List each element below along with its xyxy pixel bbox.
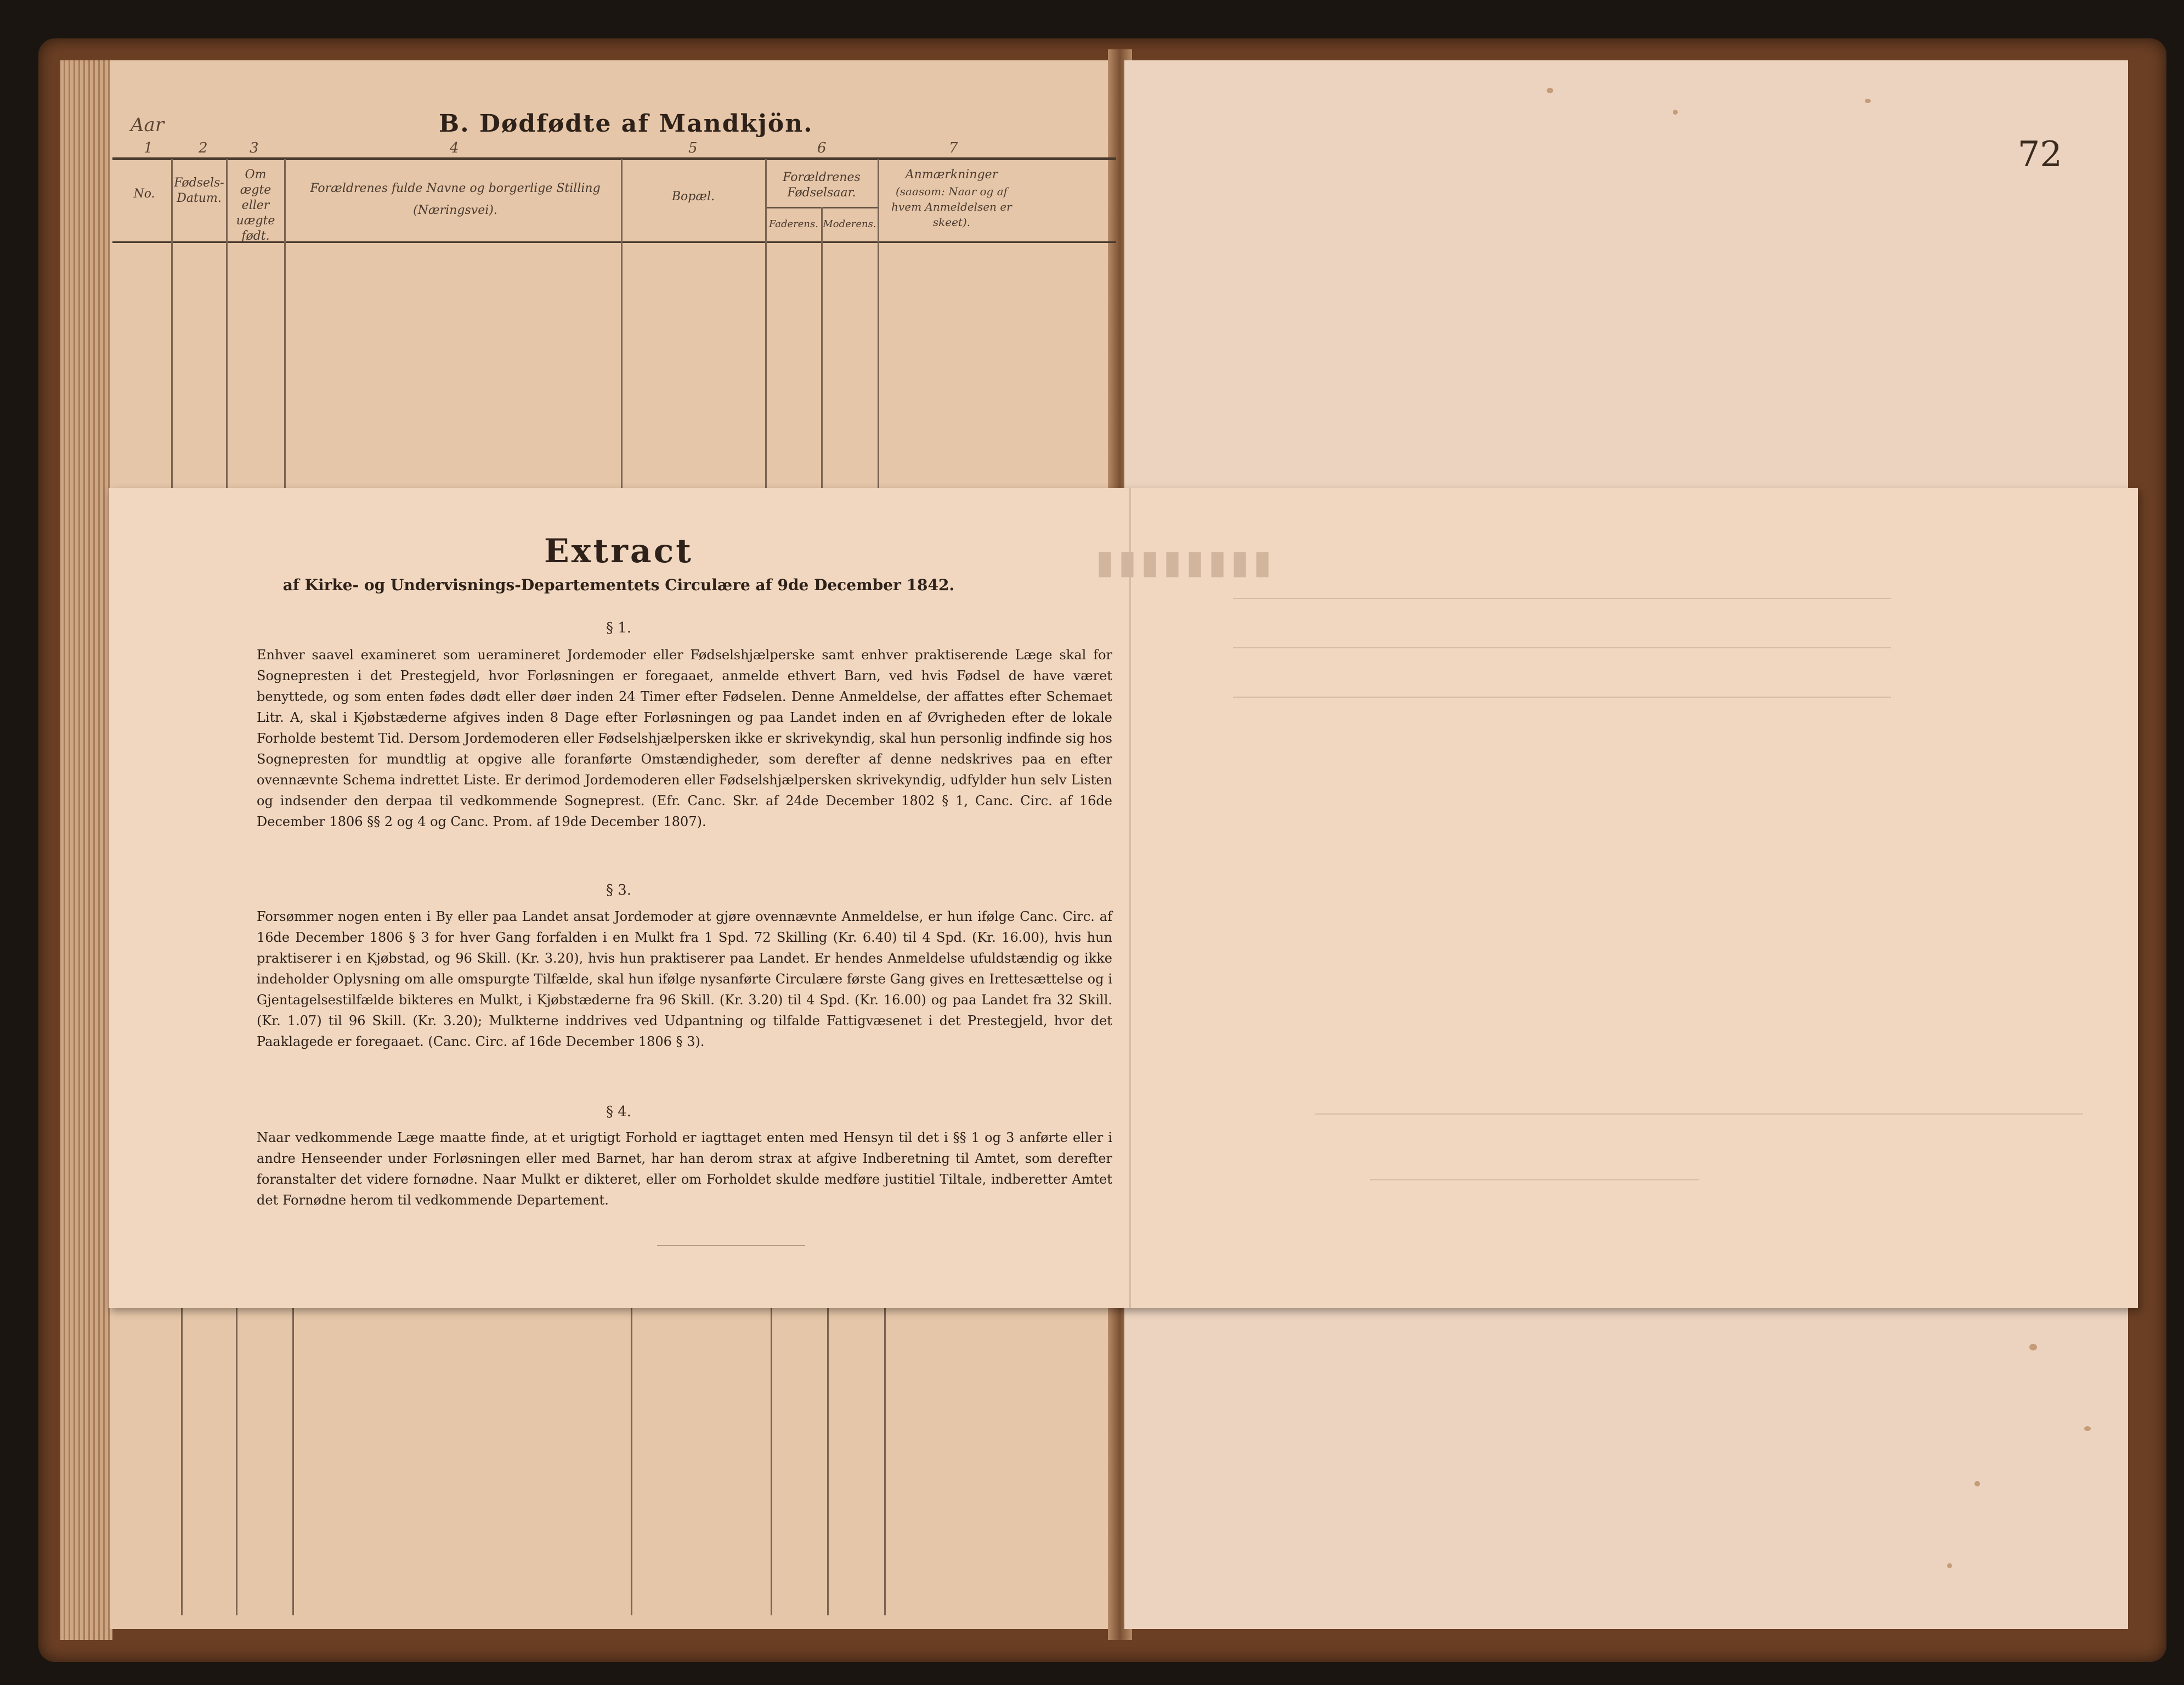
show-through-heading: ▮▮▮▮▮▮▮▮ (1096, 543, 1276, 581)
column-divider (226, 159, 228, 488)
show-through-line (1370, 1179, 1699, 1180)
foxing-spot (2029, 1344, 2037, 1350)
column-divider (181, 1308, 183, 1615)
column-divider (884, 1308, 886, 1615)
section-4-heading: § 4. (606, 1104, 632, 1120)
column-divider (771, 1308, 772, 1615)
inserted-extract-sheet (109, 488, 2138, 1308)
column-divider (284, 159, 286, 488)
section-1-text: Enhver saavel examineret som ueramineret Jordemoder eller Fødselshjælperske samt enhver praktiserende Læge skal for Sognepresten i det Prestegjeld, hvor Forløsningen er foregaaet, anmelde ethvert Barn, ved hvis Fødsel de have været benyttede, og som enten fødes dødt eller døer inden 24 Timer efter Fødselen. Denne Anmeldelse, der affattes efter Schemaet Litr. A, skal i Kjøbstæderne afgives inden 8 Dage efter Forløsningen og paa Landet inden en af Øvrigheden efter de lokale Forholde bestemt Tid. Dersom Jordemoderen eller Fødselshjælpersken ikke er skrivekyndig, skal hun personlig indfinde sig hos Sognepresten for mundtlig at opgive alle foranførte Omstændigheder, som derefter af denne nedskrives paa en efter ovennævnte Schema indrettet Liste. Er derimod Jordemoderen eller Fødselshjælpersken skrivekyndig, udfylder hun selv Listen og indsender den derpaa til vedkommende Sogneprest. (Efr. Canc. Skr. af 24de December 1802 § 1, Canc. Circ. af 16de December 1806 §§ 2 og 4 og Canc. Prom. af 19de December 1807). (257, 647, 1112, 829)
column-divider (236, 1308, 237, 1615)
column-divider (631, 1308, 632, 1615)
show-through-line (1233, 697, 1891, 698)
column-number: 5 (688, 140, 698, 156)
column-divider (878, 159, 879, 488)
page-number: 72 (2017, 134, 2062, 175)
show-through-line (1315, 1113, 2083, 1115)
year-label: Aar (131, 114, 165, 136)
column-divider (821, 207, 823, 488)
column-divider (292, 1308, 294, 1615)
col-header-naeringsvei: (Næringsvei). (413, 203, 497, 217)
column-number: 7 (949, 140, 958, 156)
col-header-no: No. (133, 187, 155, 201)
section-3-text: Forsømmer nogen enten i By eller paa Landet ansat Jordemoder at gjøre ovennævnte Anmeldelse, er hun ifølge Canc. Circ. af 16de December 1806 § 3 for hver Gang forfalden i en Mulkt fra 1 Spd. 72 Skilling (Kr. 6.40) til 4 Spd. (Kr. 16.00), hvis hun praktiserer i en Kjøbstad, og 96 Skill. (Kr. 3.20), hvis hun praktiserer paa Landet. Er hendes Anmeldelse ufuldstændig og ikke indeholder Oplysning om alle omspurgte Tilfælde, skal hun ifølge nysanførte Circulære første Gang gives en Irettesættelse og i Gjentagelsestilfælde bikteres en Mulkt, i Kjøbstæderne fra 96 Skill. (Kr. 3.20) til 4 Spd. (Kr. 16.00) og paa Landet fra 32 Skill. (Kr. 1.07) til 96 Skill. (Kr. 3.20); Mulkterne inddrives ved Udpantning og tilfalde Fattigvæsenet i det Prestegjeld, hvor det Paaklagede er foregaaet. (Canc. Circ. af 16de December 1806 § 3). (257, 909, 1112, 1049)
column-number: 3 (250, 140, 259, 156)
foxing-spot (1947, 1563, 1952, 1568)
col-header-fodselsaar: Forældrenes Fødselsaar. (783, 171, 861, 200)
register-title: B. Dødfødte af Mandkjön. (439, 110, 813, 138)
col-header-datum: Fødsels-Datum. (174, 176, 224, 205)
section-4-text: Naar vedkommende Læge maatte finde, at et urigtigt Forhold er iagttaget enten med Hensyn til det i §§ 1 og 3 anførte eller i andre Henseender under Forløsningen eller med Barnet, har han derom strax at afgive Indberetning til Amtet, som derefter foranstalter det videre fornødne. Naar Mulkt er dikteret, eller om Forholdet skulde medføre justitiel Tiltale, indberetter Amtet det Fornødne herom til vedkommende Departement. (257, 1130, 1112, 1208)
header-rule-top (112, 157, 1116, 160)
column-number: 6 (817, 140, 827, 156)
column-divider (765, 159, 767, 488)
column-number: 4 (450, 140, 459, 156)
column-divider (827, 1308, 829, 1615)
foxing-spot (1673, 110, 1678, 115)
foxing-spot (1865, 99, 1871, 103)
show-through-line (1233, 598, 1891, 599)
col-header-aegte: Om ægte eller uægte født. (236, 168, 275, 243)
extract-subtitle: af Kirke- og Undervisnings-Departementets Circulære af 9de December 1842. (282, 576, 955, 594)
col-header-moderens: Moderens. (823, 218, 876, 230)
extract-panel (109, 488, 1129, 1308)
page-edges (60, 60, 112, 1640)
closing-rule (657, 1245, 805, 1246)
sheet-fold (1129, 488, 1131, 1308)
column-number: 2 (199, 140, 208, 156)
show-through-line (1233, 647, 1891, 648)
column-number: 1 (144, 140, 153, 156)
extract-title: Extract (544, 532, 693, 570)
column-divider (621, 159, 623, 488)
col-header-anmaerkninger: Anmærkninger (905, 168, 998, 182)
foxing-spot (1547, 88, 1553, 93)
foxing-spot (2084, 1426, 2091, 1431)
section-1-heading: § 1. (606, 620, 632, 636)
section-3-heading: § 3. (606, 882, 632, 898)
col-header-bopael: Bopæl. (671, 190, 715, 203)
foxing-spot (1974, 1481, 1980, 1486)
col-header-foraeldre: Forældrenes fulde Navne og borgerlige Stilling (310, 182, 601, 195)
col-header-anmaerkninger-sub: (saasom: Naar og af hvem Anmeldelsen er skeet). (891, 185, 1012, 229)
col-header-faderens: Faderens. (769, 218, 818, 230)
column-divider (171, 159, 173, 488)
